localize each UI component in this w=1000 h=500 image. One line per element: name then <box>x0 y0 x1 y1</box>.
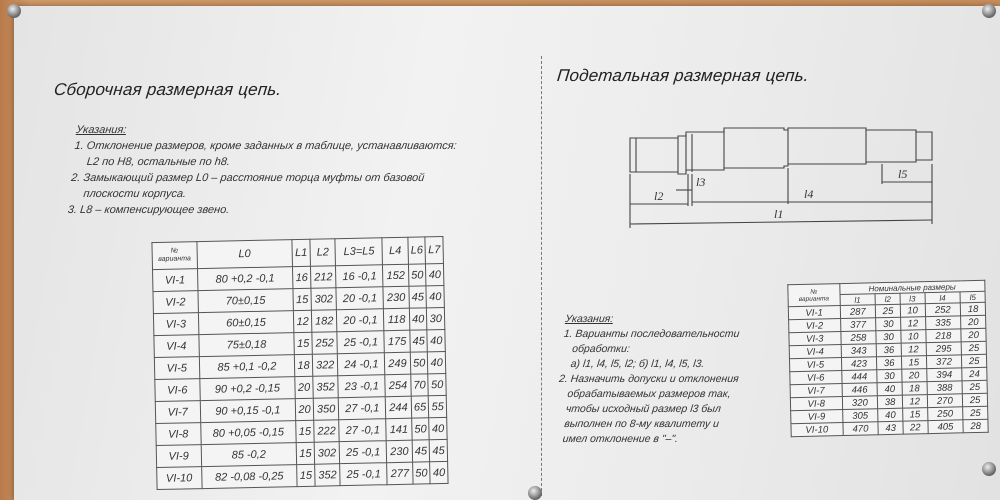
variant-header <box>788 284 840 307</box>
poster-sheet <box>14 6 1000 500</box>
table-cell: 377 <box>840 318 876 332</box>
variant-header <box>152 242 197 270</box>
table-cell: 40 <box>426 263 444 285</box>
table-cell: 305 <box>842 409 878 423</box>
table-cell: 20 <box>295 376 313 398</box>
table-cell: 218 <box>925 329 961 343</box>
table-cell: 18 <box>295 354 313 376</box>
table-cell: 40 <box>429 417 447 439</box>
variant-cell: VI-9 <box>791 410 843 424</box>
table-cell: 27 -0,1 <box>339 419 386 442</box>
table-cell: 30 <box>877 369 902 383</box>
table-cell: 50 <box>410 352 428 374</box>
right-note-line: обработки: <box>571 343 631 355</box>
variant-cell: VI-6 <box>155 379 200 402</box>
dim-label-l1: l1 <box>774 207 784 221</box>
table-cell: 16 <box>293 266 311 288</box>
variant-cell: VI-5 <box>789 358 841 372</box>
table-row <box>157 461 448 489</box>
table-cell: 25 <box>962 354 987 368</box>
table-cell: 85 -0,2 <box>201 443 297 467</box>
left-note-line: 1. Отклонение размеров, кроме заданных в таблице, устанавливаются: <box>73 140 458 152</box>
table-cell: 20 <box>961 315 986 329</box>
table-cell: 141 <box>386 418 412 441</box>
pin-icon <box>982 4 996 18</box>
table-cell: 18 <box>961 302 986 316</box>
table-cell: 152 <box>383 264 409 287</box>
corner-label: варианта <box>798 294 830 303</box>
left-title: Сборочная размерная цепь. <box>53 80 283 99</box>
right-note-line: чтобы исходный размер l3 был <box>565 403 722 415</box>
table-cell: 24 -0,1 <box>338 353 385 376</box>
table-cell: 36 <box>877 356 902 370</box>
table-cell: 82 -0,08 -0,25 <box>201 465 297 489</box>
table-cell: 335 <box>925 316 961 330</box>
table-cell: 252 <box>925 303 961 317</box>
table-cell: 40 <box>430 461 448 483</box>
table-cell: 244 <box>385 396 411 419</box>
variant-cell: VI-10 <box>791 423 843 437</box>
column-header: l1 <box>840 294 876 306</box>
left-note-line: плоскости корпуса. <box>82 188 187 200</box>
table-cell: 45 <box>410 330 428 352</box>
table-cell: 28 <box>963 419 988 433</box>
table-cell: 25 <box>961 341 986 355</box>
table-cell: 25 -0,1 <box>337 331 384 354</box>
variant-cell: VI-1 <box>788 306 840 320</box>
table-cell: 322 <box>312 354 338 377</box>
shaft-drawing <box>616 124 946 234</box>
column-header: L0 <box>196 240 292 269</box>
table-cell: 25 -0,1 <box>340 441 387 464</box>
left-notes-heading: Указания: <box>75 124 128 136</box>
table-cell: 423 <box>841 357 877 371</box>
column-header: L3=L5 <box>335 238 382 266</box>
column-header: l2 <box>875 293 900 305</box>
variant-cell: VI-6 <box>790 371 842 385</box>
table-cell: 12 <box>901 343 926 357</box>
table-cell: 40 <box>428 351 446 373</box>
table-cell: 65 <box>411 396 429 418</box>
variant-cell: VI-4 <box>789 345 841 359</box>
variant-cell: VI-1 <box>153 269 198 292</box>
table-cell: 45 <box>409 286 427 308</box>
table-cell: 70±0,15 <box>197 289 293 313</box>
corner-label: № <box>170 247 179 255</box>
left-note-line: L2 по H8, остальные по h8. <box>86 156 231 168</box>
table-cell: 50 <box>428 373 446 395</box>
table-cell: 222 <box>314 420 340 443</box>
table-cell: 287 <box>840 305 876 319</box>
table-cell: 250 <box>927 407 963 421</box>
variant-cell: VI-2 <box>153 291 198 314</box>
left-notes <box>67 122 459 218</box>
corner-label: варианта <box>158 255 191 263</box>
table-cell: 252 <box>312 332 338 355</box>
table-cell: 15 <box>903 408 928 422</box>
variant-cell: VI-8 <box>790 397 842 411</box>
column-header: L1 <box>292 239 310 266</box>
corner-label: № <box>810 288 818 296</box>
table-cell: 182 <box>311 310 337 333</box>
column-header: L4 <box>382 237 408 265</box>
variant-cell: VI-9 <box>156 445 201 468</box>
table-cell: 16 -0,1 <box>336 265 383 288</box>
pin-icon <box>7 4 21 18</box>
table-cell: 258 <box>840 331 876 345</box>
table-cell: 18 <box>902 382 927 396</box>
table-cell: 10 <box>900 304 925 318</box>
table-cell: 295 <box>926 342 962 356</box>
table-cell: 302 <box>314 442 340 465</box>
column-header: L7 <box>425 236 443 263</box>
column-header: l4 <box>925 292 961 304</box>
table-cell: 15 <box>293 288 311 310</box>
table-cell: 230 <box>386 440 412 463</box>
table-cell: 277 <box>387 462 413 485</box>
table-cell: 45 <box>430 439 448 461</box>
table-cell: 12 <box>294 310 312 332</box>
table-cell: 20 <box>296 398 314 420</box>
table-cell: 30 <box>427 307 445 329</box>
table-cell: 15 <box>296 420 314 442</box>
table-cell: 10 <box>901 330 926 344</box>
table-cell: 50 <box>412 462 430 484</box>
right-note-line: имел отклонение в "–". <box>562 433 679 445</box>
table-cell: 15 <box>294 332 312 354</box>
variant-cell: VI-7 <box>155 401 200 424</box>
table-cell: 25 <box>963 393 988 407</box>
left-note-line: 2. Замыкающий размер L0 – расстояние торца муфты от базовой <box>70 172 425 184</box>
table-cell: 20 -0,1 <box>337 309 384 332</box>
table-cell: 43 <box>878 421 903 435</box>
variant-cell: VI-8 <box>156 423 201 446</box>
table-cell: 25 <box>962 380 987 394</box>
table-cell: 22 <box>903 421 928 435</box>
right-note-line: 1. Варианты последовательности <box>563 328 741 340</box>
table-cell: 249 <box>384 352 410 375</box>
group-header: Номинальные размеры <box>839 280 985 294</box>
variant-cell: VI-3 <box>153 313 198 336</box>
table-cell: 40 <box>427 329 445 351</box>
dim-label-l3: l3 <box>696 175 706 189</box>
table-cell: 350 <box>313 398 339 421</box>
table-cell: 25 <box>876 304 901 318</box>
table-cell: 50 <box>412 418 430 440</box>
right-note-line: выполнен по 8-му квалитету и <box>563 418 720 430</box>
table-cell: 15 <box>296 442 314 464</box>
table-cell: 20 <box>902 369 927 383</box>
table-cell: 394 <box>926 368 962 382</box>
table-cell: 80 +0,2 -0,1 <box>197 267 293 291</box>
variant-cell: VI-4 <box>154 335 199 358</box>
column-header: l5 <box>960 291 985 303</box>
variant-cell: VI-3 <box>789 332 841 346</box>
table-cell: 254 <box>385 374 411 397</box>
table-cell: 12 <box>900 317 925 331</box>
shaft-outline <box>630 128 932 174</box>
column-header: L6 <box>408 237 426 264</box>
table-cell: 446 <box>842 383 878 397</box>
center-divider <box>541 56 542 496</box>
table-cell: 60±0,15 <box>198 311 294 335</box>
table-cell: 444 <box>841 370 877 384</box>
right-note-line: обрабатываемых размеров так, <box>566 388 732 400</box>
right-note-line: а) l1, l4, l5, l2; б) l1, l4, l5, l3. <box>569 358 705 370</box>
variant-cell: VI-2 <box>789 319 841 333</box>
table-cell: 15 <box>901 356 926 370</box>
variant-cell: VI-7 <box>790 384 842 398</box>
part-dimension-table <box>787 280 988 437</box>
table-cell: 30 <box>876 330 901 344</box>
table-cell: 27 -0,1 <box>339 397 386 420</box>
table-cell: 118 <box>384 308 410 331</box>
table-cell: 12 <box>902 395 927 409</box>
table-cell: 25 <box>963 406 988 420</box>
table-cell: 175 <box>384 330 410 353</box>
table-cell: 36 <box>876 343 901 357</box>
table-cell: 40 <box>877 382 902 396</box>
table-cell: 20 -0,1 <box>336 287 383 310</box>
table-cell: 352 <box>313 376 339 399</box>
variant-cell: VI-5 <box>154 357 199 380</box>
table-cell: 40 <box>409 308 427 330</box>
left-note-line: 3. L8 – компенсирующее звено. <box>67 204 230 216</box>
right-title: Подетальная размерная цепь. <box>556 66 810 85</box>
table-cell: 302 <box>311 288 337 311</box>
pin-icon <box>528 486 542 500</box>
table-cell: 40 <box>426 285 444 307</box>
dim-label-l4: l4 <box>804 187 814 201</box>
table-cell: 270 <box>927 394 963 408</box>
table-cell: 90 +0,15 -0,1 <box>200 399 296 423</box>
table-cell: 20 <box>961 328 986 342</box>
table-cell: 85 +0,1 -0,2 <box>199 355 295 379</box>
table-cell: 50 <box>408 264 426 286</box>
table-cell: 75±0,18 <box>198 333 294 357</box>
table-cell: 352 <box>314 464 340 487</box>
table-cell: 90 +0,2 -0,15 <box>199 377 295 401</box>
table-cell: 372 <box>926 355 962 369</box>
table-cell: 70 <box>411 374 429 396</box>
table-cell: 55 <box>429 395 447 417</box>
assembly-dimension-table <box>151 236 448 490</box>
right-note-line: 2. Назначить допуски и отклонения <box>558 373 740 385</box>
table-cell: 40 <box>878 408 903 422</box>
column-header: l3 <box>900 293 925 305</box>
pin-icon <box>982 462 996 476</box>
column-header: L2 <box>310 239 336 267</box>
right-notes <box>552 312 746 447</box>
variant-cell: VI-10 <box>157 467 202 490</box>
right-notes-heading: Указания: <box>564 313 614 325</box>
table-cell: 212 <box>310 266 336 289</box>
table-cell: 405 <box>927 420 963 434</box>
table-cell: 388 <box>927 381 963 395</box>
table-cell: 30 <box>876 317 901 331</box>
table-cell: 320 <box>842 396 878 410</box>
dim-label-l2: l2 <box>654 189 664 203</box>
table-cell: 24 <box>962 367 987 381</box>
table-cell: 25 -0,1 <box>340 463 387 486</box>
table-cell: 470 <box>842 422 878 436</box>
table-cell: 343 <box>841 344 877 358</box>
dim-label-l5: l5 <box>898 167 908 181</box>
table-cell: 23 -0,1 <box>338 375 385 398</box>
table-cell: 15 <box>297 464 315 486</box>
table-cell: 38 <box>878 395 903 409</box>
table-cell: 80 +0,05 -0,15 <box>200 421 296 445</box>
table-cell: 230 <box>383 286 409 309</box>
table-cell: 45 <box>412 440 430 462</box>
